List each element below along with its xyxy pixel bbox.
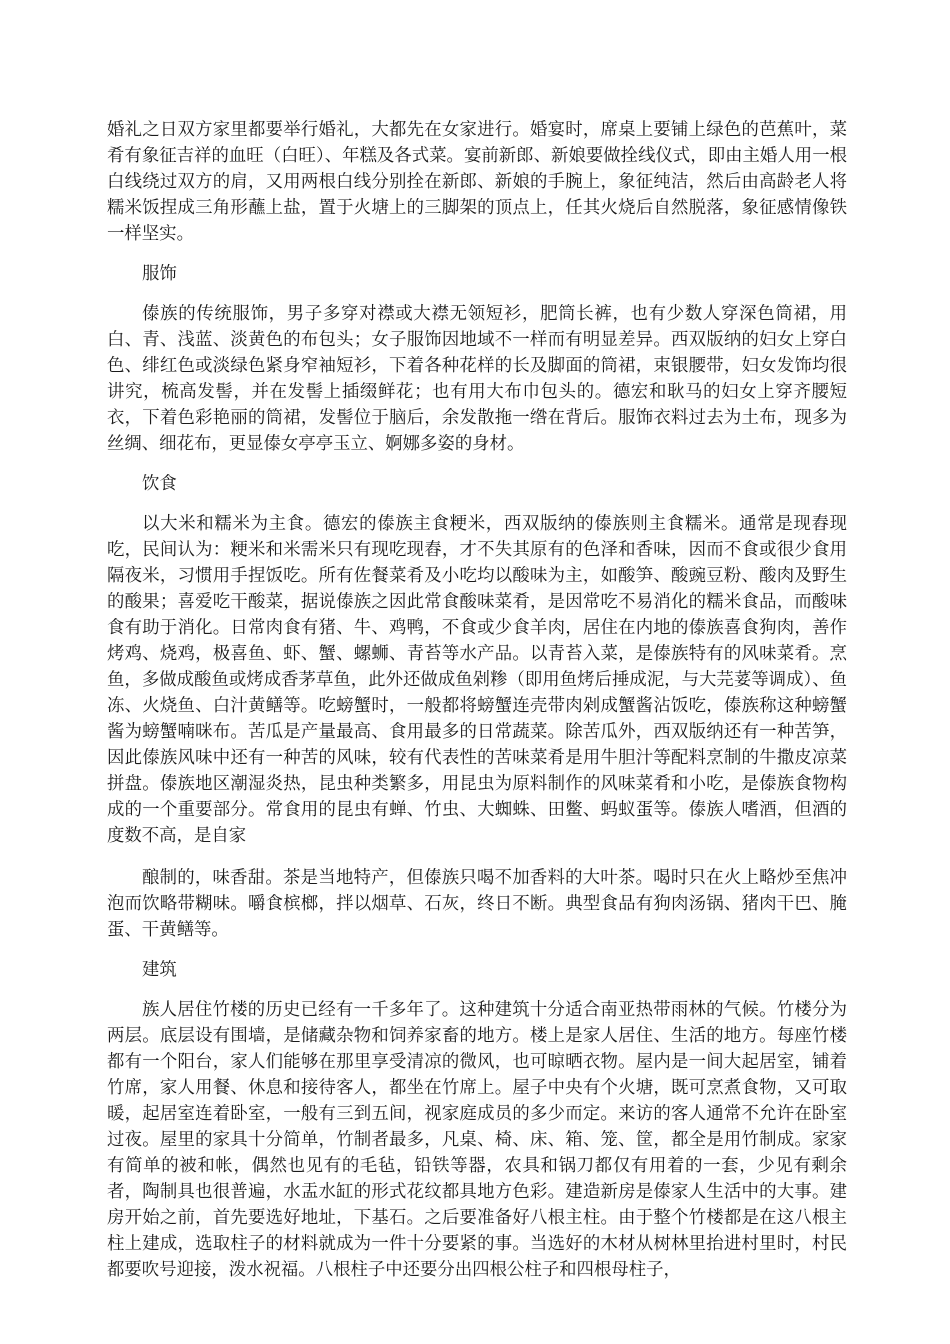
document-page <box>107 117 847 1283</box>
food-paragraph: 以大米和糯米为主食。德宏的傣族主食粳米，西双版纳的傣族则主食糯米。通常是现舂现吃，民间认为：粳米和米需米只有现吃现舂，才不失其原有的色泽和香味，因而不食或很少食用隔夜米，习惯用手捏饭吃。所有佐餐菜肴及小吃均以酸味为主，如酸笋、酸豌豆粉、酸肉及野生的酸果；喜爱吃干酸菜，据说傣族之因此常食酸味菜肴，是因常吃不易消化的糯米食品，而酸味食有助于消化。日常肉食有猪、牛、鸡鸭，不食或少食羊肉，居住在内地的傣族喜食狗肉，善作烤鸡、烧鸡，极喜鱼、虾、蟹、螺蛳、青苔等水产品。以青苔入菜，是傣族特有的风味菜肴。烹鱼，多做成酸鱼或烤成香茅草鱼，此外还做成鱼剁糁（即用鱼烤后捶成泥，与大芫荽等调成）、鱼冻、火烧鱼、白汁黄鳝等。吃螃蟹时，一般都将螃蟹连壳带肉剁成蟹酱沾饭吃，傣族称这种螃蟹酱为螃蟹喃咪布。苦瓜是产量最高、食用最多的日常蔬菜。除苦瓜外，西双版纳还有一种苦笋，因此傣族风味中还有一种苦的风味，较有代表性的苦味菜肴是用牛胆汁等配料烹制的牛撒皮凉菜拼盘。傣族地区潮湿炎热，昆虫种类繁多，用昆虫为原料制作的风味菜肴和小吃，是傣族食物构成的一个重要部分。常食用的昆虫有蝉、竹虫、大蜘蛛、田鳖、蚂蚁蛋等。傣族人嗜酒，但酒的度数不高，是自家 <box>107 514 847 846</box>
section-heading-clothing: 服饰 <box>142 264 177 284</box>
section-heading-food: 饮食 <box>142 474 177 494</box>
architecture-paragraph: 族人居住竹楼的历史已经有一千多年了。这种建筑十分适合南亚热带雨林的气候。竹楼分为两层。底层设有围墙，是储藏杂物和饲养家畜的地方。楼上是家人居住、生活的地方。每座竹楼都有一个阳台，家人们能够在那里享受清凉的微风，也可晾晒衣物。屋内是一间大起居室，铺着竹席，家人用餐、休息和接待客人，都坐在竹席上。屋子中央有个火塘，既可烹煮食物，又可取暖，起居室连着卧室，一般有三到五间，视家庭成员的多少而定。来访的客人通常不允许在卧室过夜。屋里的家具十分简单，竹制者最多，凡桌、椅、床、箱、笼、筐，都全是用竹制成。家家有简单的被和帐，偶然也见有的毛毡，铅铁等器，农具和锅刀都仅有用着的一套，少见有剩余者，陶制具也很普遍，水盂水缸的形式花纹都具地方色彩。建造新房是傣家人生活中的大事。建房开始之前，首先要选好地址，下基石。之后要准备好八根主柱。由于整个竹楼都是在这八根主柱上建成，选取柱子的材料就成为一件十分要紧的事。当选好的木材从树林里抬进村里时，村民都要吹号迎接，泼水祝福。八根柱子中还要分出四根公柱子和四根母柱子， <box>107 1000 847 1280</box>
food-continued-paragraph: 酿制的，味香甜。茶是当地特产，但傣族只喝不加香料的大叶茶。喝时只在火上略炒至焦冲泡而饮略带糊味。嚼食槟榔，拌以烟草、石灰，终日不断。典型食品有狗肉汤锅、猪肉干巴、腌蛋、干黄鳝等。 <box>107 868 847 940</box>
wedding-paragraph: 婚礼之日双方家里都要举行婚礼，大都先在女家进行。婚宴时，席桌上要铺上绿色的芭蕉叶，菜肴有象征吉祥的血旺（白旺）、年糕及各式菜。宴前新郎、新娘要做拴线仪式，即由主婚人用一根白线绕过双方的肩，又用两根白线分别拴在新郎、新娘的手腕上，象征纯洁，然后由高龄老人将糯米饭捏成三角形蘸上盐，置于火塘上的三脚架的顶点上，任其火烧后自然脱落，象征感情像铁一样坚实。 <box>107 120 847 244</box>
clothing-paragraph: 傣族的传统服饰，男子多穿对襟或大襟无领短衫，肥筒长裤，也有少数人穿深色筒裙，用白、青、浅蓝、淡黄色的布包头；女子服饰因地域不一样而有明显差异。西双版纳的妇女上穿白色、绯红色或淡绿色紧身窄袖短衫，下着各种花样的长及脚面的筒裙，束银腰带，妇女发饰均很讲究，梳高发髻，并在发髻上插缀鲜花；也有用大布巾包头的。德宏和耿马的妇女上穿齐腰短衣，下着色彩艳丽的筒裙，发髻位于脑后，余发散拖一绺在背后。服饰衣料过去为土布，现多为丝绸、细花布，更显傣女亭亭玉立、婀娜多姿的身材。 <box>107 304 847 454</box>
section-heading-architecture: 建筑 <box>142 960 177 980</box>
